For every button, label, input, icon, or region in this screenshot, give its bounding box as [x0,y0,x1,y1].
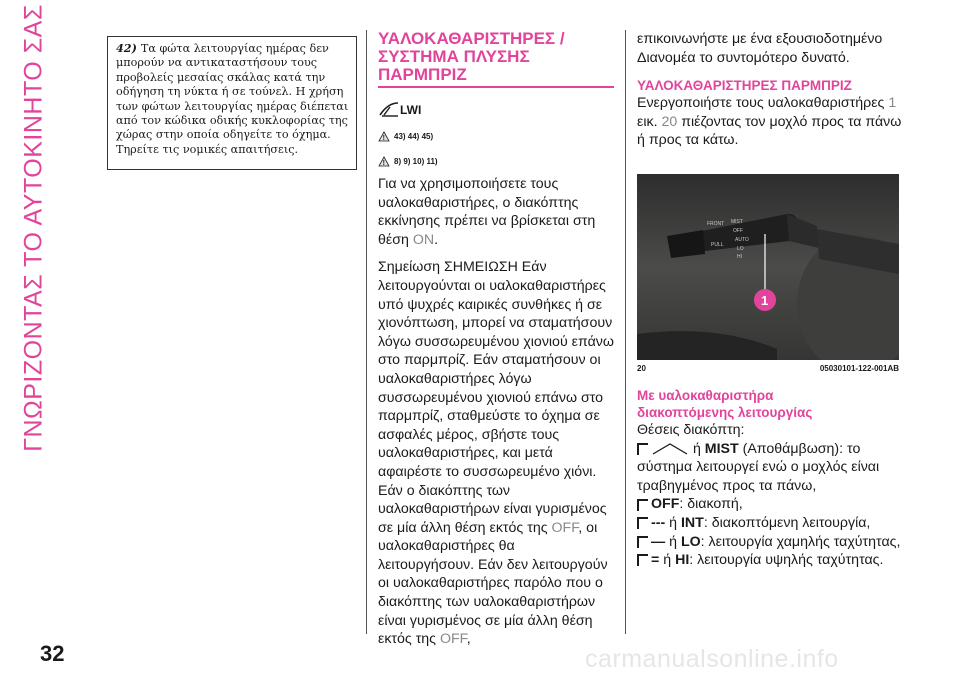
figure-caption [637,364,899,373]
note-number: 42) [116,41,137,55]
section-heading-line2: ΣΥΣΤΗΜΑ ΠΛΥΣΗΣ [378,47,530,66]
position-item-hi [637,551,909,570]
position-item-off [637,495,909,514]
wiper-wash-symbols [378,100,614,123]
callout-number: 1 [761,292,769,308]
warning-triangle-icon [378,131,390,142]
warning-refs: 43) 44) 45) [394,132,434,141]
figure [637,174,909,373]
item-alt: ή [659,552,676,569]
note-box [107,36,357,170]
heading-rule [378,86,614,88]
figure-reference: 20 [661,113,678,130]
lever-position-icon [637,536,648,548]
item-key: LO [680,533,701,550]
paragraph-text: Σημείωση ΣΗΜΕΙΩΣΗ Εάν λειτουργούνται οι υαλοκαθαριστήρες υπό ψυχρές καιρικές συνθήκες ή σε χιονόπτωση, μπορεί να σταματήσουν λόγω συσσωρευμένου χιονιού επάνω στο παρμπρίζ. Εάν σταματήσουν οι υαλοκαθαριστήρες λόγω συσσωρευμένου χιονιού επάνω στο παρμπρίζ, σταθμεύστε το όχημα σε ασφαλές μέρος, σβήστε τους υαλοκαθαριστήρες, και μετά αφαιρέστε το συσσωρευμένο χιόνι. Εάν ο διακόπτης των υαλοκαθαριστήρων είναι γυρισμένος σε μία άλλη θέση εκτός της [378,259,614,536]
subheading-line2: διακοπτόμενης λειτουργίας [637,404,813,420]
item-symbol: — [651,533,666,550]
item-key: MIST [704,440,739,457]
page-number: 32 [40,641,65,666]
ignition-on-label: ON [412,231,435,248]
column-middle [378,30,614,649]
item-key: HI [675,552,690,569]
item-symbol: --- [651,514,666,531]
item-alt: ή [689,440,705,457]
warning-refs-row [378,131,614,142]
item-symbol: = [651,552,660,569]
lever-label-pull: PULL [711,241,724,248]
lever-position-icon [637,499,648,511]
positions-title: Θέσεις διακόπτη: [637,421,745,438]
position-item-int [637,514,909,533]
svg-text:!: ! [382,160,385,167]
lever-position-icon [637,554,648,566]
lever-position-icon [637,517,648,529]
item-alt: ή [665,514,681,531]
wiper-lever-photo [637,174,899,360]
section-heading [378,30,614,84]
column-divider [366,30,367,634]
item-key: OFF [651,496,680,513]
paragraph-text: Για να χρησιμοποιήσετε τους υαλοκαθαριστήρες, ο διακόπτης εκκίνησης πρέπει να βρίσκεται στη θέση [378,176,596,248]
paragraph-text: , [466,631,471,648]
item-text: : διακοπτόμενη λειτουργία, [703,514,871,531]
item-text: : διακοπή, [679,496,743,513]
mist-symbol-icon [651,442,689,456]
column-right [637,30,909,570]
note-text: Τα φώτα λειτουργίας ημέρας δεν μπορούν να αντικαταστήσουν τους προβολείς μεσαίας σκάλας κατά την οδήγηση τη νύκτα ή σε τούνελ. Η χρήση των φώτων λειτουργίας ημέρας διέπεται από τον κώδικα οδικής κυκλοφορίας της χώρας στην οποία οδηγείτε το όχημα. Τηρείτε τις νομικές απαιτήσεις. [116,42,349,156]
item-text: : λειτουργία υψηλής ταχύτητας. [689,552,884,569]
paragraph [637,94,909,150]
subheading-line1: Με υαλοκαθαριστήρα [637,387,774,403]
section-heading-line1: ΥΑΛΟΚΑΘΑΡΙΣΤΗΡΕΣ / [378,29,565,48]
item-text: (Αποθάμβωση): το σύστημα λειτουργεί ενώ ο μοχλός είναι τραβηγμένος προς τα πάνω, [637,440,880,494]
lever-label-front: FRONT [707,220,725,227]
column-divider [625,30,626,634]
paragraph-text: Ενεργοποιήστε τους υαλοκαθαριστήρες [637,95,889,112]
caution-refs-row [378,156,614,167]
caution-triangle-icon [378,156,390,167]
lever-label-lo: LO [737,245,744,252]
subheading: ΥΑΛΟΚΑΘΑΡΙΣΤΗΡΕΣ ΠΑΡΜΠΡΙΖ [637,78,852,94]
position-item-lo [637,533,909,552]
section-heading-line3: ΠΑΡΜΠΡΙΖ [378,65,467,84]
svg-text:LWI: LWI [400,103,422,117]
watermark: carmanualsonline.info [585,645,839,673]
wiper-lever-illustration [637,174,899,360]
lever-label-hi: HI [737,253,742,260]
position-item-mist [637,440,909,496]
subheading [637,387,909,421]
side-chapter-title [8,4,60,452]
figure-number: 20 [637,363,646,373]
item-reference: 1 [888,95,897,112]
side-chapter-title-text: ΓΝΩΡΙΖΟΝΤΑΣ ΤΟ ΑΥΤΟΚΙΝΗΤΟ ΣΑΣ [19,4,48,452]
item-alt: ή [665,533,681,550]
lever-position-icon [637,443,648,455]
figure-code: 05030101-122-001AB [819,363,899,373]
paragraph-text: . [434,231,439,248]
svg-text:!: ! [382,135,385,142]
wiper-wash-icon [378,100,426,118]
paragraph [378,258,614,648]
caution-refs: 8) 9) 10) 11) [394,157,438,166]
paragraph-text: εικ. [637,113,662,130]
paragraph-text: , οι υαλοκαθαριστήρες θα λειτουργήσουν. Εάν δεν λειτουργούν οι υαλοκαθαριστήρες παρόλο που ο διακόπτης των υαλοκαθαριστήρων είναι γυρισμένος σε μία άλλη θέση εκτός της [378,519,608,648]
paragraph-text: πιέζοντας τον μοχλό προς τα πάνω ή προς τα κάτω. [637,113,902,149]
paragraph [378,175,614,249]
lever-label-mist: MIST [731,218,743,225]
lever-label-off: OFF [733,227,743,234]
paragraph: επικοινωνήστε με ένα εξουσιοδοτημένο Διανομέα το συντομότερο δυνατό. [637,31,883,66]
item-key: INT [680,514,704,531]
lever-label-auto: AUTO [735,236,749,243]
item-text: : λειτουργία χαμηλής ταχύτητας, [700,533,901,550]
off-label: OFF [439,631,467,648]
off-label: OFF [551,519,579,536]
